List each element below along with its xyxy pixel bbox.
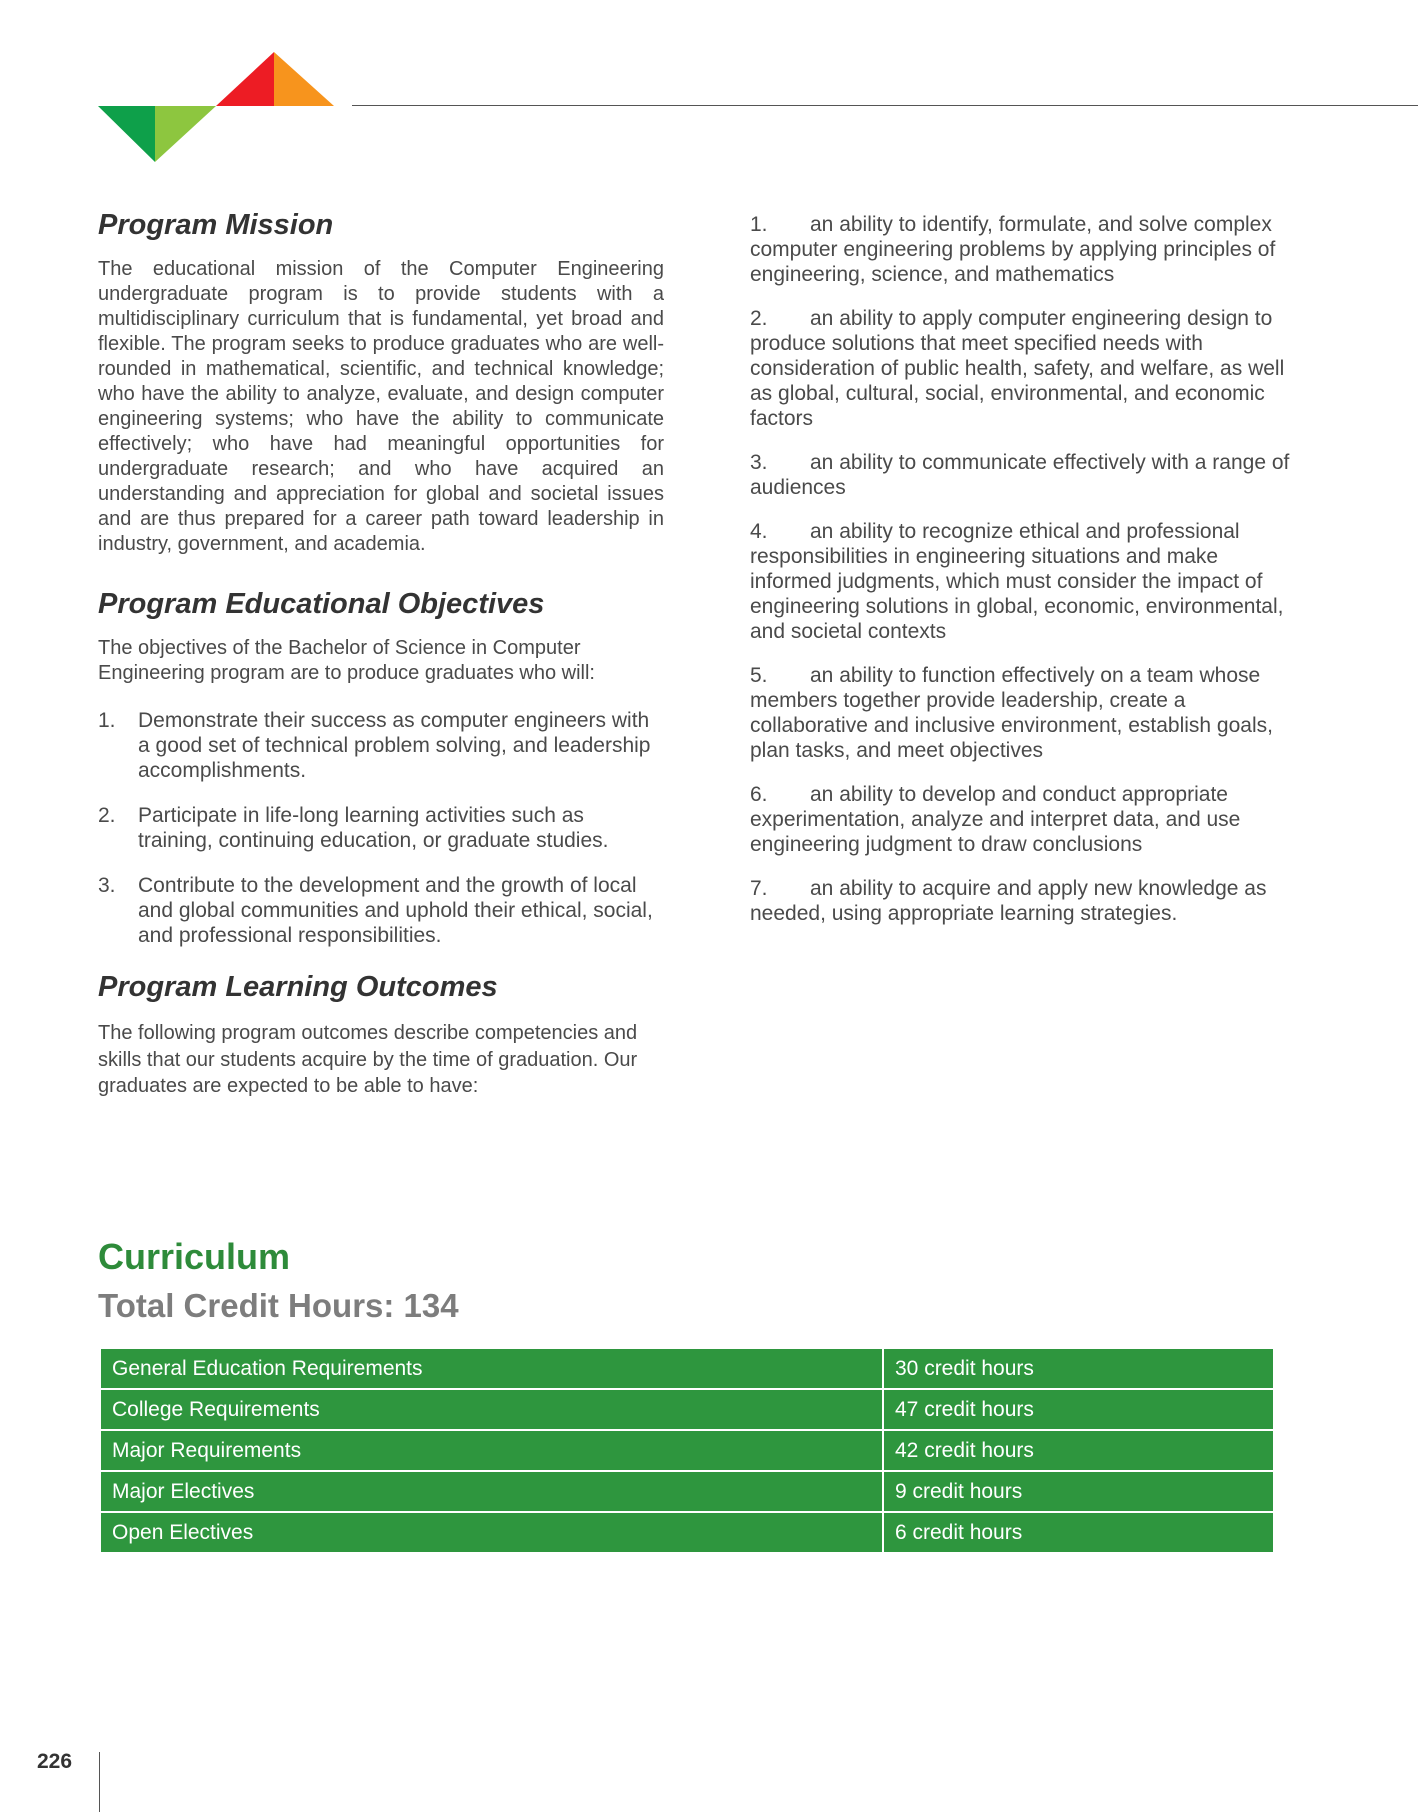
table-row [100,1430,1274,1471]
university-logo [98,50,334,162]
requirement-cell: Major Electives [100,1471,883,1512]
outcome-item [750,306,1290,431]
logo-dark-green-triangle [98,106,155,162]
outcome-number: 7. [750,877,768,900]
objective-item [98,803,664,853]
mission-text: The educational mission of the Computer Engineering undergraduate program is to provide students with a multidisciplinary curriculum that is fundamental, yet broad and flexible. The program seeks to produce graduates who are well-rounded in mathematical, scientific, and technical knowledge; who have the ability to analyze, evaluate, and design computer engineering systems; who have the ability to communicate effectively; who have had meaningful opportunities for undergraduate research; and who have acquired an understanding and appreciation for global and societal issues and are thus prepared for a career path toward leadership in industry, government, and academia. [98,257,664,555]
outcome-item [750,212,1290,287]
header-rule [352,105,1418,106]
outcome-number: 2. [750,307,768,330]
left-column [98,208,664,1100]
outcome-text: an ability to develop and conduct appropriate experimentation, analyze and interpret data, and use engineering judgment to draw conclusions [750,783,1241,856]
outcome-number: 6. [750,783,768,806]
table-row [100,1471,1274,1512]
logo-orange-triangle [274,52,334,106]
outcome-text: an ability to acquire and apply new knowledge as needed, using appropriate learning strategies. [750,877,1267,925]
outcome-text: an ability to recognize ethical and professional responsibilities in engineering situations and make informed judgments, which must consider the impact of engineering solutions in global, economic, environmental, and societal contexts [750,520,1284,643]
curriculum-title: Curriculum [98,1236,291,1277]
objective-number: 2. [98,803,116,827]
objectives-list [98,708,664,948]
footer-rule [99,1752,100,1812]
outcome-text: an ability to identify, formulate, and solve complex computer engineering problems by applying principles of engineering, science, and mathematics [750,213,1276,286]
outcome-item [750,663,1290,763]
outcome-item [750,519,1290,644]
page-number: 226 [37,1750,73,1773]
hours-cell: 30 credit hours [883,1348,1274,1389]
requirement-cell: College Requirements [100,1389,883,1430]
total-credit-hours: Total Credit Hours: 134 [98,1287,459,1324]
requirement-cell: Open Electives [100,1512,883,1553]
objectives-intro: The objectives of the Bachelor of Science in Computer Engineering program are to produce graduates who will: [98,636,595,684]
objective-item [98,873,664,948]
outcome-text: an ability to apply computer engineering design to produce solutions that meet specified needs with consideration of public health, safety, and welfare, as well as global, cultural, social, environmental, and economic factors [750,307,1285,430]
table-row [100,1512,1274,1553]
objective-number: 1. [98,708,116,732]
outcome-number: 3. [750,451,768,474]
objectives-title: Program Educational Objectives [98,587,545,620]
table-row [100,1348,1274,1389]
outcome-item [750,876,1290,926]
objective-text: Contribute to the development and the growth of local and global communities and uphold their ethical, social, and professional responsibilities. [138,873,653,947]
objective-item [98,708,664,783]
requirement-cell: Major Requirements [100,1430,883,1471]
logo-red-triangle [216,52,274,106]
outcomes-intro: The following program outcomes describe competencies and skills that our students acquire by the time of graduation. Our graduates are expected to be able to have: [98,1022,638,1098]
outcomes-list [750,212,1290,945]
hours-cell: 6 credit hours [883,1512,1274,1553]
outcomes-title: Program Learning Outcomes [98,970,498,1003]
outcome-item [750,450,1290,500]
outcome-text: an ability to communicate effectively with a range of audiences [750,451,1290,499]
curriculum-table [99,1347,1275,1554]
hours-cell: 47 credit hours [883,1389,1274,1430]
outcome-number: 1. [750,213,768,236]
outcome-number: 4. [750,520,768,543]
outcome-item [750,782,1290,857]
logo-light-green-triangle [155,106,216,162]
mission-title: Program Mission [98,209,334,241]
outcome-text: an ability to function effectively on a team whose members together provide leadership, create a collaborative and inclusive environment, establish goals, plan tasks, and meet objectives [750,664,1273,762]
hours-cell: 42 credit hours [883,1430,1274,1471]
requirement-cell: General Education Requirements [100,1348,883,1389]
objective-text: Demonstrate their success as computer engineers with a good set of technical problem solving, and leadership accomplishments. [138,708,651,782]
table-row [100,1389,1274,1430]
objective-text: Participate in life-long learning activities such as training, continuing education, or graduate studies. [138,803,609,852]
objective-number: 3. [98,873,116,897]
outcome-number: 5. [750,664,768,687]
hours-cell: 9 credit hours [883,1471,1274,1512]
